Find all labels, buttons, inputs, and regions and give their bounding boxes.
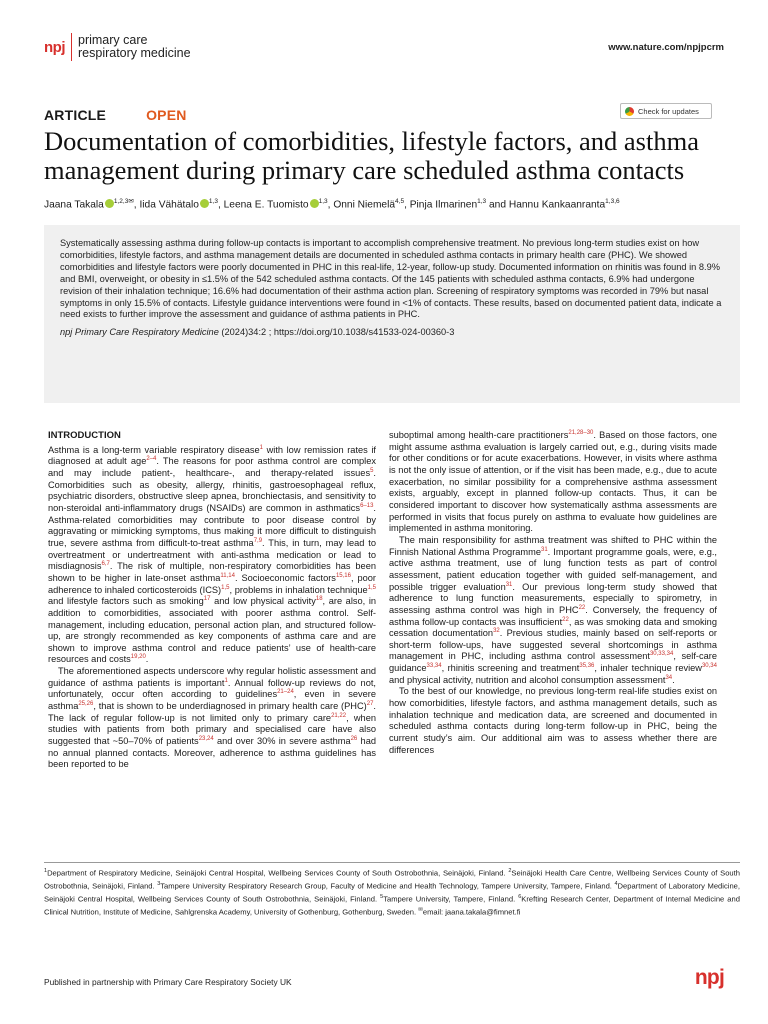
- body-paragraph: suboptimal among health-care practitioners$^{21,28-30}$. Based on those factors, one might assume asthma evaluation is largely carried out, e.g., during visits made for other conditions or for acute exacerbations. However, in visits where asthma is not the only issue of attention, or if the visit has been made, e.g., due to acute exacerbation, no similar possibility for a comprehensive asthma assessment exists, arguably, except in planned follow-up contacts. Thus, it can be considered important to discover how systematically asthma assessments are performed in visits that focus purely on asthma to evaluate how guidelines are implemented in asthma monitoring.: [389, 429, 717, 534]
- orcid-icon[interactable]: [200, 199, 209, 208]
- check-for-updates-button[interactable]: [620, 103, 712, 119]
- affiliations: $^1$Department of Respiratory Medicine, Seinäjoki Central Hospital, Wellbeing Services County of South Ostrobothnia, Seinäjoki, Finland. $^2$Seinäjoki Health Care Centre, Wellbeing Services County of South Ostrobothnia, Seinäjoki, Finland. $^3$Tampere University Respiratory Research Group, Faculty of Medicine and Health Technology, Tampere University, Tampere, Finland. $^4$Department of Laboratory Medicine, Seinäjoki Central Hospital, Wellbeing Services County of South Ostrobothnia, Seinäjoki, Finland. $^5$Tampere University, Tampere, Finland. $^6$Krefting Research Center, Department of Internal Medicine and Clinical Nutrition, Institute of Medicine, Sahlgrenska Academy, University of Gothenburg, Gothenburg, Sweden. ✉email: jaana.takala@fimnet.fi: [44, 868, 741, 917]
- body-paragraph: Asthma is a long-term variable respiratory disease$^1$ with low remission rates if diagnosed at adult age$^{2-4}$. The reasons for poor asthma control are complex and may include patient-, healthcare-, and therapy-related issues$^5$. Comorbidities such as obesity, allergy, rhinitis, gastroesophageal reflux, psychiatric disorders, obstructive sleep apnea, bronchiectasis, and sensitivity to non-steroidal anti-inflammatory drugs (NSAIDs) are common in asthmatics$^{6-13}$. Asthma-related comorbidities may contribute to poor disease control by aggravating or mimicking symptoms, thus making it more difficult to distinguish true, severe asthma from difficult-to-treat asthma$^{7,9}$. This, in turn, may lead to overtreatment or undertreatment with anti-asthma medication or lead to misdiagnosis$^{6,7}$. The risk of multiple, non-respiratory comorbidities has been shown to be higher in late-onset asthma$^{11,14}$. Socioeconomic factors$^{15,16}$, poor adherence to inhaled corticosteroids (ICS)$^{1,5}$, problems in inhalation technique$^{1,5}$ and lifestyle factors such as smoking$^{17}$ and low physical activity$^{18}$, are also, in addition to comorbidities, associated with poorer asthma control. Self-management, including education, personal action plan, and structured follow-up, are strongly recommended as key components of asthma care and are shown to improve asthma control and reduce patients’ use of health-care resources and costs$^{19,20}$.: [48, 444, 377, 665]
- orcid-icon[interactable]: [105, 199, 114, 208]
- orcid-icon[interactable]: [310, 199, 319, 208]
- author-name[interactable]: Hannu Kankaanranta: [508, 199, 606, 211]
- abstract-box: [44, 225, 740, 403]
- footer-npj-logo: npj: [694, 966, 724, 989]
- article-title: Documentation of comorbidities, lifestyle factors, and asthma management during primary care scheduled asthma contacts: [44, 126, 699, 185]
- body-column-left: [48, 430, 376, 771]
- footer-text: Published in partnership with Primary Care Respiratory Society UK: [44, 977, 292, 987]
- author-affiliation-marker: 1,3,6: [605, 198, 620, 205]
- author-list: Jaana Takala $^{1,2,3✉}$, Iida Vähätalo $^{1,3}$, Leena E. Tuomisto $^{1,3}$, Onni Niemelä$^{4,5}$, Pinja Ilmarinen$^{1,3}$ and Hannu Kankaanranta$^{1,3,6}$: [44, 198, 620, 211]
- journal-name-line1: primary care: [78, 33, 148, 47]
- author-affiliation-marker: 1,3: [477, 198, 487, 205]
- footnote-divider: [44, 862, 740, 863]
- body-paragraph: The aforementioned aspects underscore why regular holistic assessment and guidance of asthma patients is important$^1$. Annual follow-up reviews do not, unfortunately, occur often according to guidelines$^{21-24}$, even in severe asthma$^{25,26}$, that is shown to be underdiagnosed in primary health care (PHC)$^{27}$. The lack of regular follow-up is not limited only to primary care$^{21,22}$, when studies with patients from both primary and specialised care have also suggested that ~50–70% of patients$^{23,24}$ and over 30% in severe asthma$^{26}$ had no annual planned contacts. Moreover, adherence to asthma guidelines has been reported to be: [48, 666, 376, 770]
- open-access-label: OPEN: [146, 107, 187, 123]
- journal-name-line2: respiratory medicine: [78, 46, 191, 60]
- author-affiliation-marker: 1,3: [318, 198, 328, 205]
- author-name[interactable]: Leena E. Tuomisto: [223, 199, 309, 211]
- crossmark-icon: [625, 107, 634, 116]
- article-type: ARTICLE: [44, 107, 107, 123]
- author-name[interactable]: Pinja Ilmarinen: [409, 199, 478, 211]
- npj-logo-text: npj: [44, 38, 65, 56]
- journal-url[interactable]: www.nature.com/npjpcrm: [608, 42, 724, 53]
- author-affiliation-marker: 1,2,3✉: [113, 198, 134, 205]
- body-column-right: [389, 430, 717, 756]
- citation-journal: npj Primary Care Respiratory Medicine: [60, 327, 219, 338]
- article-type-row: [44, 107, 187, 123]
- author-name[interactable]: Onni Niemelä: [333, 199, 396, 211]
- check-for-updates-label: Check for updates: [638, 106, 699, 116]
- logo-divider: [71, 33, 72, 61]
- journal-logo[interactable]: [44, 33, 191, 61]
- citation-doi[interactable]: (2024)34:2 ; https://doi.org/10.1038/s41533-024-00360-3: [218, 327, 455, 338]
- author-affiliation-marker: 1,3: [208, 198, 218, 205]
- section-heading: INTRODUCTION: [48, 430, 121, 441]
- author-affiliation-marker: 4,5: [395, 198, 405, 205]
- author-name[interactable]: Iida Vähätalo: [139, 199, 199, 211]
- abstract-text: Systematically assessing asthma during follow-up contacts is important to accomplish comprehensive treatment. No previous long-term studies exist on how comorbidities, lifestyle factors, and asthma management details are documented in scheduled asthma contacts in primary health care (PHC). We showed comorbidities and lifestyle factors were poorly documented in PHC in this real-life, 12-year, follow-up study. Documented information on rhinitis was found in 8.9% and BMI, overweight, or obesity in ≤1.5% of the 542 scheduled asthma contacts. Of the 145 patients with scheduled asthma contacts, 6.9% had undergone revision of their inhalation technique; 16.6% had documentation of their asthma action plan. Screening of respiratory symptoms was recorded in 79% but nasal symptoms in only 15.5% of contacts. Lifestyle guidance interventions were found in <1% of contacts. These results, based on documented patient data, indicate a need exists to further improve the assessment and guidance of asthma patients in PHC.: [60, 238, 722, 320]
- body-paragraph: The main responsibility for asthma treatment was shifted to PHC within the Finnish National Asthma Programme$^{31}$. Important programme goals, were, e.g., active asthma treatment, use of lung function tests as part of control assessment, patient education together with guided self-management, and possible trigger evaluation$^{31}$. Our previous long-term study showed that adherence to lung function measurements, especially to spirometry, in assessing asthma control was high in PHC$^{22}$. Conversely, the frequency of asthma follow-up contacts was insufficient$^{22}$, as was smoking data and smoking cessation documentation$^{32}$. Previous studies, mainly based on self-reports or short-term follow-ups, have suggested several shortcomings in asthma management in PHC, including asthma control assessment$^{30,33,34}$, self-care guidance$^{33,34}$, rhinitis screening and treatment$^{35,36}$, inhaler technique review$^{30,34}$ and physical activity, nutrition and alcohol consumption assessment$^{34}$.: [389, 534, 717, 685]
- author-name[interactable]: Jaana Takala: [44, 199, 104, 211]
- journal-name: [78, 34, 191, 60]
- body-paragraph: To the best of our knowledge, no previous long-term real-life studies exist on how comorbidities, lifestyle factors, and asthma management details, such as inhalation technique and medication data, are screened and documented in scheduled asthma contacts during long-term follow-up in PHC, being the current study’s aim. Our additional aim was to assess whether there are differences: [389, 686, 717, 755]
- citation-line: [60, 327, 724, 339]
